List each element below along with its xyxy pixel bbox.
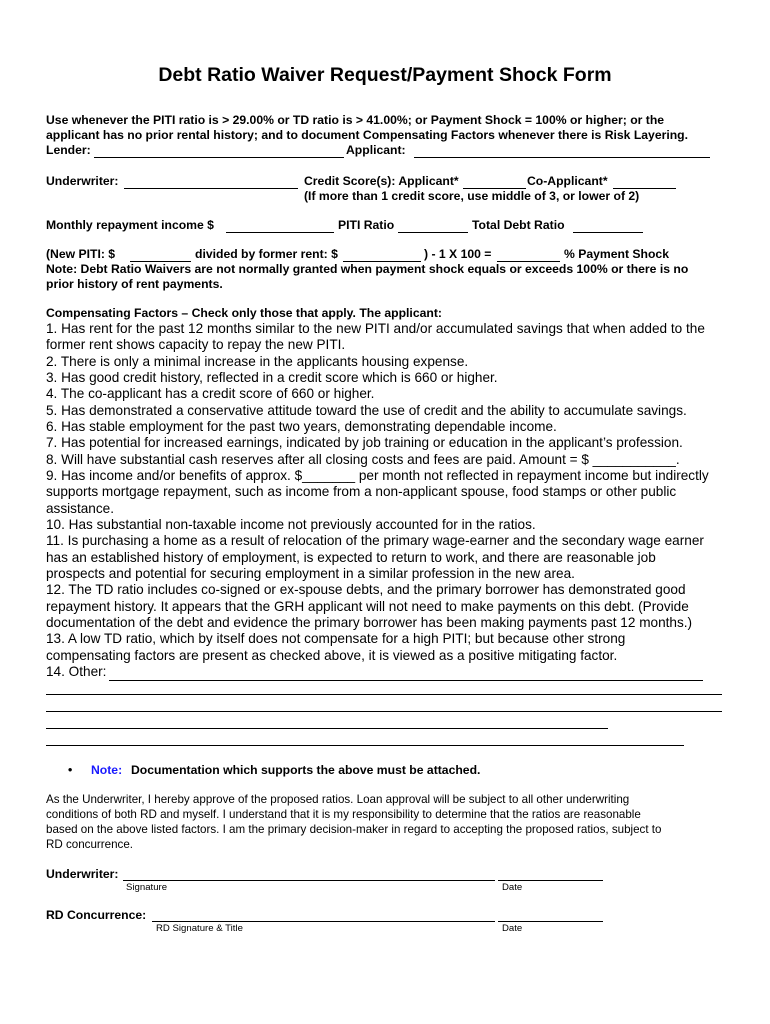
total-debt-ratio-field[interactable] (573, 218, 643, 233)
new-piti-label: (New PITI: $ (46, 247, 116, 261)
rd-concurrence-label: RD Concurrence: (46, 908, 147, 922)
formula-label: ) - 1 X 100 = (424, 247, 492, 261)
piti-ratio-field[interactable] (398, 218, 468, 233)
blank-line[interactable] (46, 694, 722, 695)
co-applicant-field[interactable] (613, 174, 676, 189)
note-label: Note: (91, 763, 123, 777)
lender-label: Lender: (46, 143, 91, 157)
intro-line-1: Use whenever the PITI ratio is > 29.00% or TD ratio is > 41.00%; or Payment Shock = 100% or higher; or the (46, 113, 665, 127)
factor-line: 13. A low TD ratio, which by itself does not compensate for a high PITI; but because other strong (46, 631, 626, 646)
underwriter-field[interactable] (124, 174, 298, 189)
factor-line: repayment history. It appears that the GRH applicant will not need to make payments on this debt. (Provide (46, 599, 689, 614)
note-bullet: • (68, 763, 73, 777)
monthly-repayment-label: Monthly repayment income $ (46, 218, 214, 232)
intro-line-2: applicant has no prior rental history; and to document Compensating Factors whenever there is Risk Layering. (46, 128, 689, 142)
credit-score-note: (If more than 1 credit score, use middle of 3, or lower of 2) (304, 189, 640, 203)
underwriter-signature-field[interactable] (123, 880, 495, 881)
divided-by-label: divided by former rent: $ (195, 247, 338, 261)
payment-shock-note-2: prior history of rent payments. (46, 277, 223, 291)
factor-line: 6. Has stable employment for the past two years, demonstrating dependable income. (46, 419, 557, 434)
rd-signature-field[interactable] (152, 921, 495, 922)
factor-line: assistance. (46, 501, 115, 516)
approval-line: As the Underwriter, I hereby approve of the proposed ratios. Loan approval will be subject to all other underwriting (46, 793, 630, 806)
factor-line: 3. Has good credit history, reflected in a credit score which is 660 or higher. (46, 370, 498, 385)
factor-line: 12. The TD ratio includes co-signed or ex-spouse debts, and the primary borrower has demonstrated good (46, 582, 686, 597)
factor-line: documentation of the debt and evidence the primary borrower has been making payments past 12 months.) (46, 615, 693, 630)
factor-line: 11. Is purchasing a home as a result of relocation of the primary wage-earner and the secondary wage earner (46, 533, 704, 548)
other-field[interactable] (109, 664, 703, 681)
payment-shock-field[interactable] (497, 247, 560, 262)
other-label: 14. Other: (46, 664, 107, 679)
total-debt-ratio-label: Total Debt Ratio (472, 218, 565, 232)
co-applicant-label: Co-Applicant* (527, 174, 608, 188)
note-text: Documentation which supports the above must be attached. (131, 763, 481, 777)
factor-line: 2. There is only a minimal increase in the applicants housing expense. (46, 354, 469, 369)
former-rent-field[interactable] (343, 247, 421, 262)
factor-line: 9. Has income and/or benefits of approx. $_______ per month not reflected in repayment income but indirectly (46, 468, 709, 483)
factor-line: 4. The co-applicant has a credit score of 660 or higher. (46, 386, 375, 401)
credit-applicant-field[interactable] (463, 174, 526, 189)
compensating-heading: Compensating Factors – Check only those that apply. The applicant: (46, 306, 442, 320)
signature-caption: Signature (126, 882, 168, 893)
approval-line: conditions of both RD and myself. I understand that it is my responsibility to determine that the ratios are reasonable (46, 808, 641, 821)
factor-line: 7. Has potential for increased earnings, indicated by job training or education in the applicant’s profession. (46, 435, 683, 450)
rd-signature-caption: RD Signature & Title (156, 923, 243, 934)
factor-line: compensating factors are present as checked above, it is viewed as a positive mitigating factor. (46, 648, 618, 663)
factor-line: prospects and potential for securing employment in a similar profession in the new area. (46, 566, 575, 581)
factor-line: 1. Has rent for the past 12 months similar to the new PITI and/or accumulated savings that when added to the (46, 321, 705, 336)
factor-line: supports mortgage repayment, such as income from a non-applicant spouse, food stamps or other public (46, 484, 677, 499)
approval-line: RD concurrence. (46, 838, 133, 851)
applicant-label: Applicant: (346, 143, 406, 157)
factor-line: former rent shows capacity to repay the new PITI. (46, 337, 346, 352)
date-caption: Date (502, 882, 523, 893)
lender-field[interactable] (94, 143, 344, 158)
factor-line: 5. Has demonstrated a conservative attitude toward the use of credit and the ability to accumulate savings. (46, 403, 687, 418)
rd-date-field[interactable] (498, 921, 603, 922)
piti-ratio-label: PITI Ratio (338, 218, 395, 232)
underwriter-signature-label: Underwriter: (46, 867, 119, 881)
payment-shock-note-1: Note: Debt Ratio Waivers are not normally granted when payment shock equals or exceeds 100% or there is no (46, 262, 689, 276)
blank-line[interactable] (46, 711, 722, 712)
underwriter-label: Underwriter: (46, 174, 119, 188)
underwriter-date-field[interactable] (498, 880, 603, 881)
credit-scores-label: Credit Score(s): Applicant* (304, 174, 459, 188)
rd-date-caption: Date (502, 923, 523, 934)
applicant-field[interactable] (414, 143, 710, 158)
factor-line: 10. Has substantial non-taxable income not previously accounted for in the ratios. (46, 517, 536, 532)
monthly-repayment-field[interactable] (226, 218, 334, 233)
page-title: Debt Ratio Waiver Request/Payment Shock Form (158, 64, 612, 86)
approval-line: based on the above listed factors. I am the primary decision-maker in regard to accepting the proposed ratios, subject to (46, 823, 662, 836)
new-piti-field[interactable] (130, 247, 191, 262)
blank-line[interactable] (46, 745, 684, 746)
factor-line: has an established history of employment, is expected to return to work, and there are reasonable job (46, 550, 656, 565)
payment-shock-label: % Payment Shock (564, 247, 669, 261)
factor-line: 8. Will have substantial cash reserves after all closing costs and fees are paid. Amount = $ ___________. (46, 452, 680, 467)
blank-line[interactable] (46, 728, 608, 729)
